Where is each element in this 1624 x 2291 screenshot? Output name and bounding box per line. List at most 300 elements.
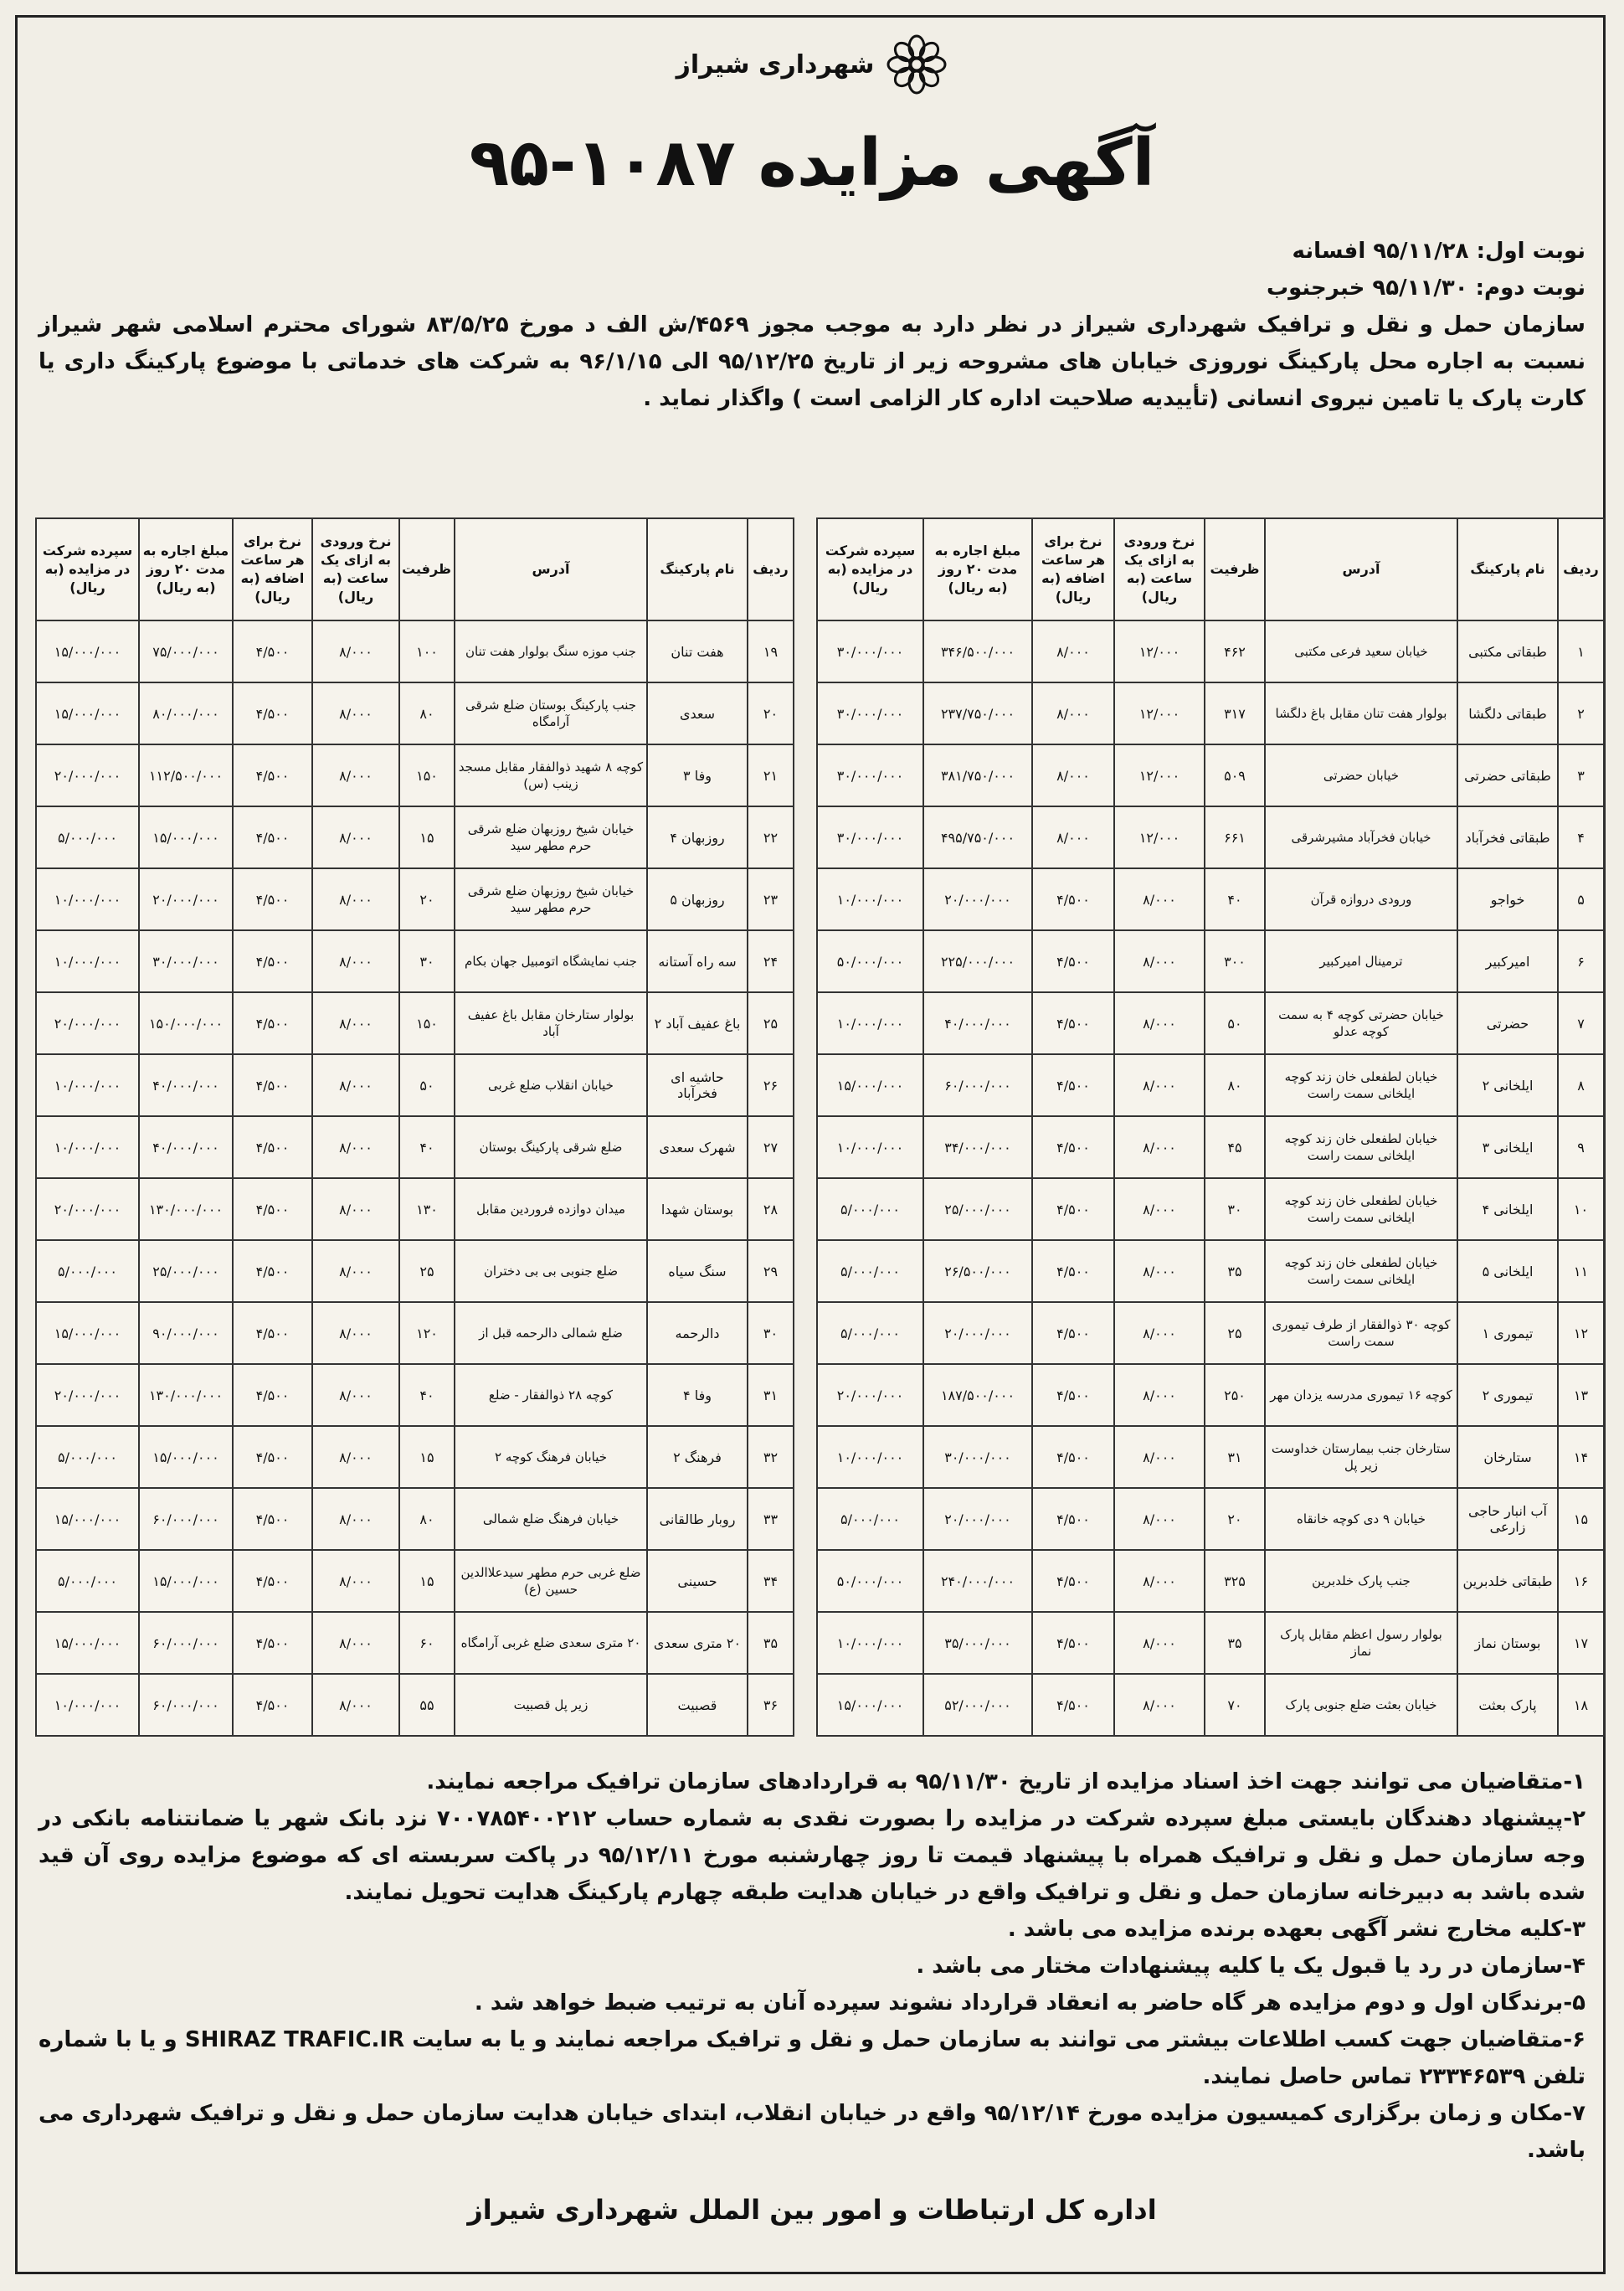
deposit-amount: ۵/۰۰۰/۰۰۰ <box>817 1178 923 1240</box>
col-deposit: سپرده شرکت در مزایده (به ریال) <box>817 518 923 620</box>
logo-row <box>0 33 1624 95</box>
parking-name: وفا ۳ <box>647 744 748 806</box>
col-capacity: ظرفیت <box>399 518 455 620</box>
deposit-amount: ۲۰/۰۰۰/۰۰۰ <box>36 1178 139 1240</box>
row-number: ۳۴ <box>748 1550 794 1612</box>
entry-rate: ۸/۰۰۰ <box>312 744 399 806</box>
rent-amount: ۴۰/۰۰۰/۰۰۰ <box>139 1116 233 1178</box>
deposit-amount: ۵/۰۰۰/۰۰۰ <box>36 806 139 868</box>
capacity: ۲۰ <box>399 868 455 930</box>
rent-amount: ۳۰/۰۰۰/۰۰۰ <box>139 930 233 992</box>
extra-rate: ۴/۵۰۰ <box>1032 992 1114 1054</box>
extra-rate: ۸/۰۰۰ <box>1032 744 1114 806</box>
parking-address: کوچه ۸ شهید ذوالفقار مقابل مسجد زینب (س) <box>455 744 647 806</box>
note-4: ۴-سازمان در رد یا قبول یک یا کلیه پیشنهادات مختار می باشد . <box>916 1954 1585 1979</box>
parking-address: خیابان شیخ روزبهان ضلع شرقی حرم مطهر سید <box>455 868 647 930</box>
row-number: ۱۷ <box>1558 1612 1604 1674</box>
capacity: ۵۰ <box>1205 992 1265 1054</box>
row-number: ۱ <box>1558 620 1604 682</box>
extra-rate: ۴/۵۰۰ <box>233 1612 312 1674</box>
table-row <box>36 1240 794 1302</box>
footer-signature: اداره کل ارتباطات و امور بین الملل شهرداری شیراز <box>467 2194 1157 2226</box>
entry-rate: ۸/۰۰۰ <box>1114 868 1205 930</box>
table-row <box>36 1612 794 1674</box>
deposit-amount: ۱۰/۰۰۰/۰۰۰ <box>817 1612 923 1674</box>
extra-rate: ۴/۵۰۰ <box>233 1550 312 1612</box>
extra-rate: ۴/۵۰۰ <box>1032 930 1114 992</box>
parking-name: روزبهان ۵ <box>647 868 748 930</box>
parking-name: پارک بعثت <box>1457 1674 1558 1736</box>
parking-name: دالرحمه <box>647 1302 748 1364</box>
capacity: ۱۵ <box>399 806 455 868</box>
parking-name: سه راه آستانه <box>647 930 748 992</box>
capacity: ۳۵ <box>1205 1240 1265 1302</box>
capacity: ۱۲۰ <box>399 1302 455 1364</box>
table-row <box>817 1116 1604 1178</box>
table-row <box>36 1178 794 1240</box>
extra-rate: ۴/۵۰۰ <box>1032 1612 1114 1674</box>
parking-name: باغ عفیف آباد ۲ <box>647 992 748 1054</box>
rent-amount: ۱۳۰/۰۰۰/۰۰۰ <box>139 1178 233 1240</box>
row-number: ۵ <box>1558 868 1604 930</box>
capacity: ۲۵ <box>399 1240 455 1302</box>
parking-name: سعدی <box>647 682 748 744</box>
deposit-amount: ۱۰/۰۰۰/۰۰۰ <box>36 1054 139 1116</box>
col-address: آدرس <box>1265 518 1457 620</box>
row-number: ۲۱ <box>748 744 794 806</box>
table-row <box>817 992 1604 1054</box>
entry-rate: ۸/۰۰۰ <box>1114 1302 1205 1364</box>
parking-address: بولوار هفت تنان مقابل باغ دلگشا <box>1265 682 1457 744</box>
row-number: ۱۵ <box>1558 1488 1604 1550</box>
row-number: ۳۰ <box>748 1302 794 1364</box>
deposit-amount: ۵/۰۰۰/۰۰۰ <box>36 1426 139 1488</box>
entry-rate: ۸/۰۰۰ <box>312 1488 399 1550</box>
capacity: ۱۵۰ <box>399 992 455 1054</box>
extra-rate: ۴/۵۰۰ <box>233 682 312 744</box>
parking-address: بولوار ستارخان مقابل باغ عفیف آباد <box>455 992 647 1054</box>
col-row: ردیف <box>748 518 794 620</box>
extra-rate: ۸/۰۰۰ <box>1032 682 1114 744</box>
parking-address: جنب موزه سنگ بولوار هفت تنان <box>455 620 647 682</box>
parking-address: خیابان لطفعلی خان زند کوچه ایلخانی سمت راست <box>1265 1240 1457 1302</box>
parking-address: ستارخان جنب بیمارستان خداوست زیر پل <box>1265 1426 1457 1488</box>
row-number: ۲۲ <box>748 806 794 868</box>
entry-rate: ۸/۰۰۰ <box>312 1240 399 1302</box>
entry-rate: ۸/۰۰۰ <box>312 1612 399 1674</box>
table-row <box>36 1488 794 1550</box>
note-5: ۵-برندگان اول و دوم مزایده هر گاه حاضر به انعقاد قرارداد نشوند سپرده آنان به ترتیب ضبط خواهد شد . <box>474 1990 1585 2016</box>
entry-rate: ۸/۰۰۰ <box>312 1178 399 1240</box>
row-number: ۲۰ <box>748 682 794 744</box>
extra-rate: ۴/۵۰۰ <box>233 992 312 1054</box>
parking-name: ایلخانی ۵ <box>1457 1240 1558 1302</box>
entry-rate: ۸/۰۰۰ <box>1114 1178 1205 1240</box>
rent-amount: ۲۰/۰۰۰/۰۰۰ <box>139 868 233 930</box>
capacity: ۸۰ <box>399 1488 455 1550</box>
entry-rate: ۸/۰۰۰ <box>1114 1550 1205 1612</box>
deposit-amount: ۵/۰۰۰/۰۰۰ <box>817 1240 923 1302</box>
rent-amount: ۱۵/۰۰۰/۰۰۰ <box>139 1426 233 1488</box>
row-number: ۲۵ <box>748 992 794 1054</box>
row-number: ۲ <box>1558 682 1604 744</box>
row-number: ۳۳ <box>748 1488 794 1550</box>
row-number: ۴ <box>1558 806 1604 868</box>
parking-address: ضلع شرقی پارکینگ بوستان <box>455 1116 647 1178</box>
extra-rate: ۴/۵۰۰ <box>233 930 312 992</box>
entry-rate: ۸/۰۰۰ <box>312 992 399 1054</box>
parking-name: روبار طالقانی <box>647 1488 748 1550</box>
parking-name: طبقاتی خلدبرین <box>1457 1550 1558 1612</box>
col-entry-rate: نرخ ورودی به ازای یک ساعت (به ریال) <box>312 518 399 620</box>
capacity: ۳۱ <box>1205 1426 1265 1488</box>
parking-name: سنگ سیاه <box>647 1240 748 1302</box>
deposit-amount: ۵/۰۰۰/۰۰۰ <box>817 1488 923 1550</box>
row-number: ۲۴ <box>748 930 794 992</box>
note-3: ۳-کلیه مخارج نشر آگهی بعهده برنده مزایده می باشد . <box>1007 1917 1585 1942</box>
deposit-amount: ۲۰/۰۰۰/۰۰۰ <box>36 992 139 1054</box>
table-row <box>817 1178 1604 1240</box>
parking-name: ۲۰ متری سعدی <box>647 1612 748 1674</box>
rent-amount: ۱۵۰/۰۰۰/۰۰۰ <box>139 992 233 1054</box>
rent-amount: ۴۹۵/۷۵۰/۰۰۰ <box>923 806 1032 868</box>
entry-rate: ۸/۰۰۰ <box>312 930 399 992</box>
deposit-amount: ۱۵/۰۰۰/۰۰۰ <box>36 1612 139 1674</box>
capacity: ۱۵۰ <box>399 744 455 806</box>
parking-address: ۲۰ متری سعدی ضلع غربی آرامگاه <box>455 1612 647 1674</box>
col-entry-rate: نرخ ورودی به ازای یک ساعت (به ریال) <box>1114 518 1205 620</box>
table-row <box>817 1054 1604 1116</box>
extra-rate: ۴/۵۰۰ <box>233 1116 312 1178</box>
extra-rate: ۴/۵۰۰ <box>1032 1364 1114 1426</box>
extra-rate: ۴/۵۰۰ <box>1032 1178 1114 1240</box>
parking-address: خیابان فخرآباد مشیرشرقی <box>1265 806 1457 868</box>
parking-name: تیموری ۱ <box>1457 1302 1558 1364</box>
parking-address: خیابان حضرتی کوچه ۴ به سمت کوچه عدلو <box>1265 992 1457 1054</box>
capacity: ۴۰ <box>399 1364 455 1426</box>
note-6: ۶-متقاضیان جهت کسب اطلاعات بیشتر می توانند به سازمان حمل و نقل و ترافیک مراجعه نمایند و یا به سایت SHIRAZ TRAFIC.IR و یا با شماره تلفن ۲۳۳۴۶۵۳۹ تماس حاصل نمایند. <box>39 2027 1586 2089</box>
parking-address: بولوار رسول اعظم مقابل پارک نماز <box>1265 1612 1457 1674</box>
rent-amount: ۳۸۱/۷۵۰/۰۰۰ <box>923 744 1032 806</box>
entry-rate: ۱۲/۰۰۰ <box>1114 682 1205 744</box>
deposit-amount: ۵/۰۰۰/۰۰۰ <box>36 1550 139 1612</box>
entry-rate: ۸/۰۰۰ <box>1114 1674 1205 1736</box>
row-number: ۱۸ <box>1558 1674 1604 1736</box>
parking-address: ورودی دروازه قرآن <box>1265 868 1457 930</box>
rent-amount: ۲۲۵/۰۰۰/۰۰۰ <box>923 930 1032 992</box>
deposit-amount: ۱۰/۰۰۰/۰۰۰ <box>817 868 923 930</box>
parking-address: جنب پارک خلدبرین <box>1265 1550 1457 1612</box>
col-rent: مبلغ اجاره به مدت ۲۰ روز (به ریال) <box>923 518 1032 620</box>
extra-rate: ۴/۵۰۰ <box>1032 1302 1114 1364</box>
deposit-amount: ۱۵/۰۰۰/۰۰۰ <box>817 1054 923 1116</box>
parking-name: خواجو <box>1457 868 1558 930</box>
parking-name: حاشیه ای فخرآباد <box>647 1054 748 1116</box>
table-row <box>36 682 794 744</box>
entry-rate: ۸/۰۰۰ <box>1114 1364 1205 1426</box>
table-row <box>36 992 794 1054</box>
capacity: ۷۰ <box>1205 1674 1265 1736</box>
parking-address: خیابان لطفعلی خان زند کوچه ایلخانی سمت راست <box>1265 1178 1457 1240</box>
entry-rate: ۸/۰۰۰ <box>1114 930 1205 992</box>
rent-amount: ۶۰/۰۰۰/۰۰۰ <box>139 1612 233 1674</box>
rent-amount: ۶۰/۰۰۰/۰۰۰ <box>923 1054 1032 1116</box>
parking-address: ترمینال امیرکبیر <box>1265 930 1457 992</box>
table-row <box>817 1240 1604 1302</box>
parking-name: روزبهان ۴ <box>647 806 748 868</box>
parking-address: خیابان بعثت ضلع جنوبی پارک <box>1265 1674 1457 1736</box>
deposit-amount: ۱۵/۰۰۰/۰۰۰ <box>36 620 139 682</box>
parking-address: خیابان انقلاب ضلع غربی <box>455 1054 647 1116</box>
extra-rate: ۴/۵۰۰ <box>233 1240 312 1302</box>
deposit-amount: ۱۰/۰۰۰/۰۰۰ <box>817 992 923 1054</box>
parking-name: حسینی <box>647 1550 748 1612</box>
table-row <box>817 620 1604 682</box>
extra-rate: ۴/۵۰۰ <box>233 806 312 868</box>
table-row <box>36 1364 794 1426</box>
deposit-amount: ۲۰/۰۰۰/۰۰۰ <box>36 1364 139 1426</box>
rent-amount: ۱۱۲/۵۰۰/۰۰۰ <box>139 744 233 806</box>
rent-amount: ۲۵/۰۰۰/۰۰۰ <box>139 1240 233 1302</box>
parking-name: ایلخانی ۴ <box>1457 1178 1558 1240</box>
row-number: ۲۳ <box>748 868 794 930</box>
parking-address: میدان دوازده فروردین مقابل <box>455 1178 647 1240</box>
rent-amount: ۱۸۷/۵۰۰/۰۰۰ <box>923 1364 1032 1426</box>
extra-rate: ۴/۵۰۰ <box>1032 1116 1114 1178</box>
capacity: ۵۰ <box>399 1054 455 1116</box>
parking-name: ستارخان <box>1457 1426 1558 1488</box>
parking-address: خیابان لطفعلی خان زند کوچه ایلخانی سمت راست <box>1265 1054 1457 1116</box>
parking-name: بوستان نماز <box>1457 1612 1558 1674</box>
parking-address: کوچه ۱۶ تیموری مدرسه یزدان مهر <box>1265 1364 1457 1426</box>
extra-rate: ۴/۵۰۰ <box>233 744 312 806</box>
table-row <box>36 930 794 992</box>
extra-rate: ۴/۵۰۰ <box>233 1674 312 1736</box>
parking-name: آب انبار حاجی زارعی <box>1457 1488 1558 1550</box>
rent-amount: ۴۰/۰۰۰/۰۰۰ <box>139 1054 233 1116</box>
row-number: ۱۳ <box>1558 1364 1604 1426</box>
row-number: ۸ <box>1558 1054 1604 1116</box>
table-row <box>36 1426 794 1488</box>
deposit-amount: ۱۰/۰۰۰/۰۰۰ <box>817 1116 923 1178</box>
parking-name: هفت تنان <box>647 620 748 682</box>
entry-rate: ۸/۰۰۰ <box>1114 1488 1205 1550</box>
extra-rate: ۴/۵۰۰ <box>1032 868 1114 930</box>
entry-rate: ۸/۰۰۰ <box>312 1364 399 1426</box>
capacity: ۶۶۱ <box>1205 806 1265 868</box>
intro <box>39 233 1585 417</box>
entry-rate: ۸/۰۰۰ <box>312 1674 399 1736</box>
deposit-amount: ۳۰/۰۰۰/۰۰۰ <box>817 620 923 682</box>
deposit-amount: ۲۰/۰۰۰/۰۰۰ <box>817 1364 923 1426</box>
capacity: ۳۰ <box>1205 1178 1265 1240</box>
entry-rate: ۸/۰۰۰ <box>312 1054 399 1116</box>
parking-address: خیابان سعید فرعی مکتبی <box>1265 620 1457 682</box>
parking-address: خیابان فرهنگ ضلع شمالی <box>455 1488 647 1550</box>
deposit-amount: ۱۵/۰۰۰/۰۰۰ <box>36 682 139 744</box>
rent-amount: ۱۵/۰۰۰/۰۰۰ <box>139 1550 233 1612</box>
table-body-left <box>36 620 794 1736</box>
capacity: ۴۰ <box>399 1116 455 1178</box>
row-number: ۳۶ <box>748 1674 794 1736</box>
parking-name: شهرک سعدی <box>647 1116 748 1178</box>
capacity: ۳۵ <box>1205 1612 1265 1674</box>
extra-rate: ۴/۵۰۰ <box>1032 1674 1114 1736</box>
parking-address: ضلع جنوبی بی بی دختران <box>455 1240 647 1302</box>
entry-rate: ۸/۰۰۰ <box>1114 1612 1205 1674</box>
deposit-amount: ۵/۰۰۰/۰۰۰ <box>36 1240 139 1302</box>
extra-rate: ۴/۵۰۰ <box>1032 1550 1114 1612</box>
entry-rate: ۸/۰۰۰ <box>1114 1426 1205 1488</box>
entry-rate: ۸/۰۰۰ <box>312 682 399 744</box>
parking-address: خیابان حضرتی <box>1265 744 1457 806</box>
parking-address: کوچه ۲۸ ذوالفقار - ضلع <box>455 1364 647 1426</box>
col-capacity: ظرفیت <box>1205 518 1265 620</box>
deposit-amount: ۱۰/۰۰۰/۰۰۰ <box>817 1426 923 1488</box>
row-number: ۱۲ <box>1558 1302 1604 1364</box>
row-number: ۱۹ <box>748 620 794 682</box>
row-number: ۶ <box>1558 930 1604 992</box>
second-publication: نوبت دوم: ۹۵/۱۱/۳۰ خبرجنوب <box>1267 275 1585 301</box>
col-extra-rate: نرخ برای هر ساعت اضافه (به ریال) <box>233 518 312 620</box>
row-number: ۱۶ <box>1558 1550 1604 1612</box>
table-row <box>817 682 1604 744</box>
capacity: ۱۰۰ <box>399 620 455 682</box>
capacity: ۴۵ <box>1205 1116 1265 1178</box>
row-number: ۲۹ <box>748 1240 794 1302</box>
note-1: ۱-متقاضیان می توانند جهت اخذ اسناد مزایده از تاریخ ۹۵/۱۱/۳۰ به قراردادهای سازمان ترافیک مراجعه نمایند. <box>426 1769 1585 1794</box>
parking-name: قصبیت <box>647 1674 748 1736</box>
parking-address: کوچه ۳۰ ذوالفقار از طرف تیموری سمت راست <box>1265 1302 1457 1364</box>
table-row <box>36 1302 794 1364</box>
deposit-amount: ۳۰/۰۰۰/۰۰۰ <box>817 806 923 868</box>
header <box>0 33 1624 95</box>
table-row <box>817 1364 1604 1426</box>
entry-rate: ۱۲/۰۰۰ <box>1114 744 1205 806</box>
row-number: ۳ <box>1558 744 1604 806</box>
rent-amount: ۹۰/۰۰۰/۰۰۰ <box>139 1302 233 1364</box>
col-extra-rate: نرخ برای هر ساعت اضافه (به ریال) <box>1032 518 1114 620</box>
parking-name: طبقاتی حضرتی <box>1457 744 1558 806</box>
flower-logo-icon <box>886 33 948 95</box>
table-row <box>36 1116 794 1178</box>
deposit-amount: ۱۵/۰۰۰/۰۰۰ <box>817 1674 923 1736</box>
parking-name: بوستان شهدا <box>647 1178 748 1240</box>
extra-rate: ۴/۵۰۰ <box>233 1364 312 1426</box>
table-row <box>36 744 794 806</box>
first-publication: نوبت اول: ۹۵/۱۱/۲۸ افسانه <box>1292 239 1585 264</box>
table-body-right <box>817 620 1604 1736</box>
capacity: ۴۰ <box>1205 868 1265 930</box>
table-row <box>817 744 1604 806</box>
rent-amount: ۶۰/۰۰۰/۰۰۰ <box>139 1674 233 1736</box>
extra-rate: ۴/۵۰۰ <box>233 1488 312 1550</box>
extra-rate: ۴/۵۰۰ <box>233 1054 312 1116</box>
parking-address: جنب نمایشگاه اتومبیل جهان بکام <box>455 930 647 992</box>
entry-rate: ۸/۰۰۰ <box>312 1550 399 1612</box>
extra-rate: ۴/۵۰۰ <box>1032 1240 1114 1302</box>
col-name: نام پارکینگ <box>1457 518 1558 620</box>
deposit-amount: ۲۰/۰۰۰/۰۰۰ <box>36 744 139 806</box>
row-number: ۲۷ <box>748 1116 794 1178</box>
row-number: ۱۱ <box>1558 1240 1604 1302</box>
col-row: ردیف <box>1558 518 1604 620</box>
entry-rate: ۸/۰۰۰ <box>1114 1054 1205 1116</box>
rent-amount: ۸۰/۰۰۰/۰۰۰ <box>139 682 233 744</box>
row-number: ۷ <box>1558 992 1604 1054</box>
parking-address: جنب پارکینگ بوستان ضلع شرقی آرامگاه <box>455 682 647 744</box>
extra-rate: ۴/۵۰۰ <box>1032 1488 1114 1550</box>
table-header-row <box>36 518 794 620</box>
entry-rate: ۸/۰۰۰ <box>1114 1116 1205 1178</box>
capacity: ۵۰۹ <box>1205 744 1265 806</box>
capacity: ۳۰ <box>399 930 455 992</box>
rent-amount: ۷۵/۰۰۰/۰۰۰ <box>139 620 233 682</box>
row-number: ۲۶ <box>748 1054 794 1116</box>
rent-amount: ۲۴۰/۰۰۰/۰۰۰ <box>923 1550 1032 1612</box>
entry-rate: ۸/۰۰۰ <box>312 1116 399 1178</box>
extra-rate: ۴/۵۰۰ <box>233 1178 312 1240</box>
extra-rate: ۸/۰۰۰ <box>1032 620 1114 682</box>
extra-rate: ۴/۵۰۰ <box>233 620 312 682</box>
row-number: ۳۵ <box>748 1612 794 1674</box>
parking-name: امیرکبیر <box>1457 930 1558 992</box>
parking-name: ایلخانی ۲ <box>1457 1054 1558 1116</box>
table-row <box>36 1054 794 1116</box>
extra-rate: ۴/۵۰۰ <box>233 1426 312 1488</box>
row-number: ۱۴ <box>1558 1426 1604 1488</box>
rent-amount: ۲۰/۰۰۰/۰۰۰ <box>923 1302 1032 1364</box>
rent-amount: ۳۰/۰۰۰/۰۰۰ <box>923 1426 1032 1488</box>
table-row <box>817 806 1604 868</box>
parking-address: خیابان ۹ دی کوچه خانقاه <box>1265 1488 1457 1550</box>
entry-rate: ۸/۰۰۰ <box>1114 992 1205 1054</box>
intro-body: سازمان حمل و نقل و ترافیک شهرداری شیراز در نظر دارد به موجب مجوز ۴۵۶۹/ش الف د مورخ ۸۳/۵/۲۵ شورای محترم اسلامی شهر شیراز نسبت به اجاره محل پارکینگ نوروزی خیابان های مشروحه زیر از تاریخ ۹۵/۱۲/۲۵ الی ۹۶/۱/۱۵ به شرکت های خدماتی با موضوع پارکینگ داری یا کارت پارک یا تامین نیروی انسانی (تأییدیه صلاحیت اداره کار الزامی است ) واگذار نماید . <box>39 312 1585 411</box>
parking-address: خیابان شیخ روزبهان ضلع شرقی حرم مطهر سید <box>455 806 647 868</box>
table-row <box>36 806 794 868</box>
note-7: ۷-مکان و زمان برگزاری کمیسیون مزایده مورخ ۹۵/۱۲/۱۴ واقع در خیابان انقلاب، ابتدای خیابان هدایت سازمان حمل و نقل و ترافیک شهرداری می باشد. <box>39 2101 1586 2163</box>
notes <box>39 1763 1585 2169</box>
col-address: آدرس <box>455 518 647 620</box>
table-header-row <box>817 518 1604 620</box>
capacity: ۳۰۰ <box>1205 930 1265 992</box>
parking-name: تیموری ۲ <box>1457 1364 1558 1426</box>
entry-rate: ۸/۰۰۰ <box>312 1426 399 1488</box>
deposit-amount: ۵۰/۰۰۰/۰۰۰ <box>817 1550 923 1612</box>
rent-amount: ۱۵/۰۰۰/۰۰۰ <box>139 806 233 868</box>
capacity: ۳۱۷ <box>1205 682 1265 744</box>
extra-rate: ۴/۵۰۰ <box>1032 1426 1114 1488</box>
extra-rate: ۴/۵۰۰ <box>233 1302 312 1364</box>
col-rent: مبلغ اجاره به مدت ۲۰ روز (به ریال) <box>139 518 233 620</box>
deposit-amount: ۳۰/۰۰۰/۰۰۰ <box>817 744 923 806</box>
rent-amount: ۶۰/۰۰۰/۰۰۰ <box>139 1488 233 1550</box>
deposit-amount: ۵۰/۰۰۰/۰۰۰ <box>817 930 923 992</box>
parking-address: خیابان لطفعلی خان زند کوچه ایلخانی سمت راست <box>1265 1116 1457 1178</box>
table-row <box>817 1612 1604 1674</box>
entry-rate: ۸/۰۰۰ <box>1114 1240 1205 1302</box>
table-row <box>817 1550 1604 1612</box>
table-row <box>817 930 1604 992</box>
rent-amount: ۵۲/۰۰۰/۰۰۰ <box>923 1674 1032 1736</box>
entry-rate: ۸/۰۰۰ <box>312 806 399 868</box>
parking-name: وفا ۴ <box>647 1364 748 1426</box>
parking-name: فرهنگ ۲ <box>647 1426 748 1488</box>
capacity: ۱۵ <box>399 1550 455 1612</box>
deposit-amount: ۱۰/۰۰۰/۰۰۰ <box>36 868 139 930</box>
org-name: شهرداری شیراز <box>676 49 875 80</box>
deposit-amount: ۱۰/۰۰۰/۰۰۰ <box>36 1116 139 1178</box>
